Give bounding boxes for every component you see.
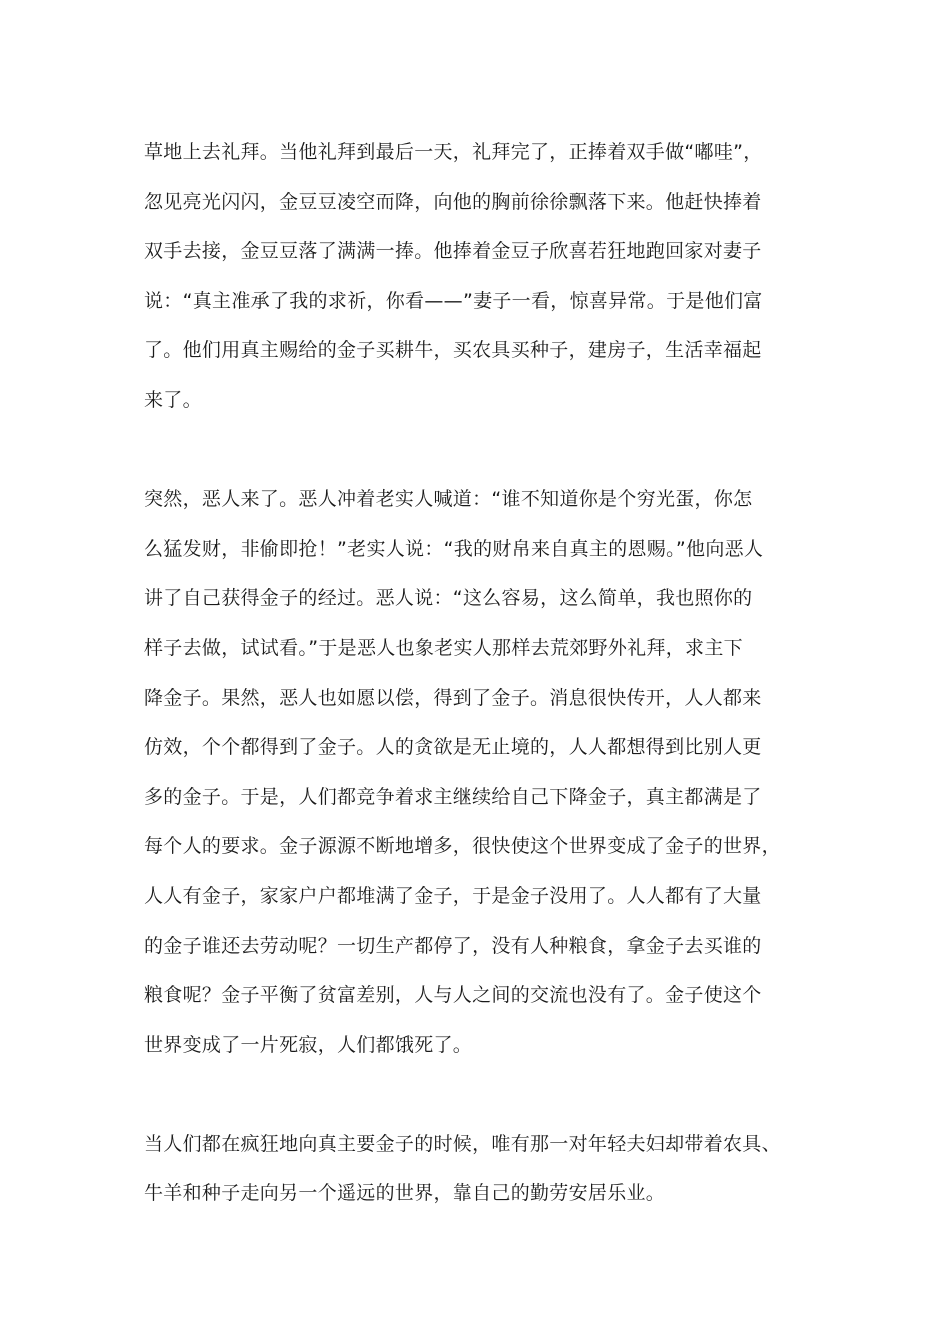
text-line: 忽见亮光闪闪，金豆豆凌空而降，向他的胸前徐徐飘落下来。他赶快捧着 (144, 190, 762, 213)
text-line: 突然，恶人来了。恶人冲着老实人喊道：“谁不知道你是个穷光蛋，你怎 (144, 488, 753, 511)
paragraph-2 (144, 475, 816, 1070)
text-line: 世界变成了一片死寂，人们都饿死了。 (144, 1033, 473, 1056)
text-line: 了。他们用真主赐给的金子买耕牛，买农具买种子，建房子，生活幸福起 (144, 339, 762, 362)
text-line: 牛羊和种子走向另一个遥远的世界，靠自己的勤劳安居乐业。 (144, 1182, 666, 1205)
text-line: 当人们都在疯狂地向真主要金子的时候，唯有那一对年轻夫妇却带着农具、 (144, 1132, 781, 1155)
document-body (144, 128, 816, 1219)
text-line: 说：“真主准承了我的求祈，你看——”妻子一看，惊喜异常。于是他们富 (144, 289, 763, 312)
paragraph-spacer (144, 1070, 816, 1120)
text-line: 粮食呢？金子平衡了贫富差别，人与人之间的交流也没有了。金子使这个 (144, 984, 762, 1007)
text-line: 草地上去礼拜。当他礼拜到最后一天，礼拜完了，正捧着双手做“嘟哇”， (144, 141, 763, 163)
text-line: 样子去做，试试看。”于是恶人也象老实人那样去荒郊野外礼拜，求主下 (144, 636, 743, 659)
text-line: 来了。 (144, 388, 202, 411)
text-line: 多的金子。于是，人们都竞争着求主继续给自己下降金子，真主都满是了 (144, 785, 762, 808)
text-line: 降金子。果然，恶人也如愿以偿，得到了金子。消息很快传开，人人都来 (144, 686, 762, 709)
text-line: 人人有金子，家家户户都堆满了金子，于是金子没用了。人人都有了大量 (144, 884, 762, 907)
text-line: 么猛发财，非偷即抢！”老实人说：“我的财帛来自真主的恩赐。”他向恶人 (144, 537, 764, 560)
paragraph-spacer (144, 426, 816, 476)
paragraph-1 (144, 128, 816, 426)
text-line: 仿效，个个都得到了金子。人的贪欲是无止境的，人人都想得到比别人更 (144, 736, 762, 759)
text-line: 双手去接，金豆豆落了满满一捧。他捧着金豆子欣喜若狂地跑回家对妻子 (144, 240, 762, 263)
paragraph-3 (144, 1120, 816, 1219)
text-line: 讲了自己获得金子的经过。恶人说：“这么容易，这么简单，我也照你的 (144, 587, 753, 610)
text-line: 的金子谁还去劳动呢？一切生产都停了，没有人种粮食，拿金子去买谁的 (144, 934, 762, 957)
text-line: 每个人的要求。金子源源不断地增多，很快使这个世界变成了金子的世界， (144, 835, 781, 858)
